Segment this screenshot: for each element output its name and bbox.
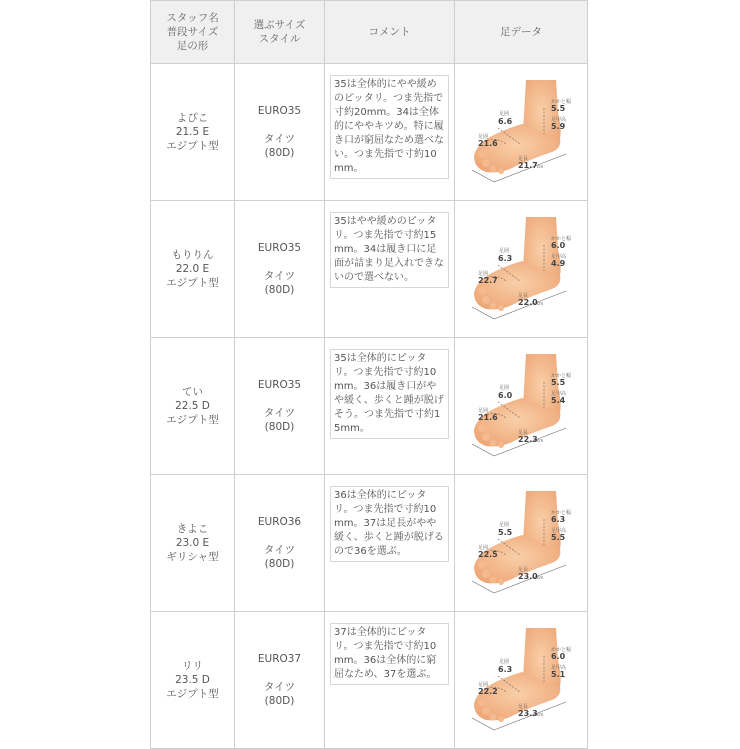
ankle-label: かかと幅 — [551, 373, 572, 379]
denier: (80D) — [264, 695, 295, 707]
style-type: タイツ — [263, 544, 296, 556]
width-label: 足囲 — [499, 522, 510, 528]
toe-icon — [498, 716, 504, 722]
width-value: 6.3 — [498, 665, 513, 674]
ankle-label: かかと幅 — [551, 99, 572, 105]
chosen-size: EURO35 — [257, 242, 302, 254]
header-style: スタイル — [258, 33, 301, 45]
comment-text: 35は全体的にピッタリ。つま先指で寸約10mm。36は履き口がやや緩く、歩くと踵が脱げそう。つま先指で寸約15mm。 — [330, 349, 449, 439]
width-label: 足囲 — [499, 659, 510, 665]
staff-name: リリ — [182, 660, 203, 672]
chosen-size: EURO35 — [257, 379, 302, 391]
header-comment: コメント — [325, 1, 455, 64]
length-label: 足長 — [518, 704, 529, 710]
toe-icon — [478, 150, 486, 158]
instep-label: 足甲高 — [551, 391, 567, 397]
ankle-label: かかと幅 — [551, 510, 572, 516]
length-unit: cm — [537, 712, 544, 717]
foot-data-cell — [455, 201, 588, 338]
length-value: 22.3 — [518, 435, 538, 444]
toe-icon — [478, 698, 486, 706]
girth-label: 足囲 — [478, 682, 489, 688]
comment-cell — [325, 201, 455, 338]
instep-label: 足甲高 — [551, 254, 567, 260]
length-label: 足長 — [518, 293, 529, 299]
ankle-value: 6.0 — [551, 652, 566, 661]
foot-data-cell — [455, 338, 588, 475]
ankle-label: かかと幅 — [551, 236, 572, 242]
width-label: 足囲 — [499, 248, 510, 254]
ankle-value: 6.0 — [551, 241, 566, 250]
instep-label: 足甲高 — [551, 528, 567, 534]
instep-value: 5.5 — [551, 533, 566, 542]
foot-diagram — [462, 626, 580, 734]
foot-diagram — [462, 352, 580, 460]
staff-name: もりりん — [171, 249, 214, 261]
foot-diagram — [462, 489, 580, 597]
girth-value: 21.6 — [478, 413, 498, 422]
girth-label: 足囲 — [478, 545, 489, 551]
ankle-value: 5.5 — [551, 378, 566, 387]
comment-cell — [325, 475, 455, 612]
size-style-cell — [235, 475, 325, 612]
instep-value: 5.9 — [551, 122, 566, 131]
style-type: タイツ — [263, 681, 296, 693]
length-unit: cm — [537, 575, 544, 580]
comment-text: 36は全体的にピッタリ。つま先指で寸約10mm。37は足長がやや緩く、歩くと踵が脱げるので36を選ぶ。 — [330, 486, 449, 562]
staff-cell — [151, 612, 235, 749]
length-value: 22.0 — [518, 298, 538, 307]
table-header-row — [151, 1, 588, 64]
table-row — [151, 338, 588, 475]
toe-icon — [490, 166, 497, 173]
denier: (80D) — [264, 558, 295, 570]
foot-shape: エジプト型 — [166, 414, 219, 426]
staff-cell — [151, 201, 235, 338]
length-unit: cm — [537, 438, 544, 443]
usual-size: 21.5 E — [175, 126, 210, 138]
length-value: 21.7 — [518, 161, 538, 170]
comment-cell — [325, 338, 455, 475]
table-row — [151, 201, 588, 338]
width-label: 足囲 — [499, 385, 510, 391]
comment-text: 37は全体的にピッタリ。つま先指で寸約10mm。36は全体的に窮屈なため、37を選ぶ。 — [330, 623, 449, 685]
table-row — [151, 475, 588, 612]
length-value: 23.0 — [518, 572, 538, 581]
staff-name: きよこ — [176, 523, 209, 535]
chosen-size: EURO36 — [257, 516, 302, 528]
toe-icon — [482, 707, 490, 715]
ankle-value: 6.3 — [551, 515, 566, 524]
toe-icon — [482, 159, 490, 167]
denier: (80D) — [264, 421, 295, 433]
foot-shape: エジプト型 — [166, 277, 219, 289]
toe-icon — [498, 579, 504, 585]
staff-name: てい — [182, 386, 203, 398]
foot-shape: エジプト型 — [166, 688, 219, 700]
length-label: 足長 — [518, 156, 529, 162]
width-value: 6.0 — [498, 391, 513, 400]
length-unit: cm — [537, 301, 544, 306]
toe-icon — [498, 442, 504, 448]
girth-label: 足囲 — [478, 134, 489, 140]
instep-value: 5.1 — [551, 670, 566, 679]
denier: (80D) — [264, 284, 295, 296]
foot-diagram — [462, 215, 580, 323]
header-usual-size: 普段サイズ — [166, 26, 219, 38]
style-type: タイツ — [263, 133, 296, 145]
girth-label: 足囲 — [478, 271, 489, 277]
girth-label: 足囲 — [478, 408, 489, 414]
table-row — [151, 612, 588, 749]
girth-value: 22.5 — [478, 550, 498, 559]
instep-value: 4.9 — [551, 259, 566, 268]
header-size-style — [235, 1, 325, 64]
size-style-cell — [235, 64, 325, 201]
toe-icon — [490, 440, 497, 447]
staff-cell — [151, 64, 235, 201]
toe-icon — [498, 168, 504, 174]
toe-icon — [490, 577, 497, 584]
width-value: 6.6 — [498, 117, 513, 126]
usual-size: 23.0 E — [175, 537, 210, 549]
toe-icon — [498, 305, 504, 311]
instep-label: 足甲高 — [551, 117, 567, 123]
usual-size: 22.0 E — [175, 263, 210, 275]
table-row — [151, 64, 588, 201]
size-style-cell — [235, 201, 325, 338]
girth-value: 22.2 — [478, 687, 498, 696]
size-style-cell — [235, 612, 325, 749]
girth-value: 22.7 — [478, 276, 498, 285]
ankle-value: 5.5 — [551, 104, 566, 113]
usual-size: 22.5 D — [175, 400, 210, 412]
header-staff — [151, 1, 235, 64]
header-chosen-size: 選ぶサイズ — [253, 19, 306, 31]
width-label: 足囲 — [499, 111, 510, 117]
size-style-cell — [235, 338, 325, 475]
usual-size: 23.5 D — [175, 674, 210, 686]
width-value: 6.3 — [498, 254, 513, 263]
foot-shape: エジプト型 — [166, 140, 219, 152]
comment-text: 35は全体的にやや緩めのピッタリ。つま先指で寸約20mm。34は全体的にややキツめ。特に履き口が窮屈なため選べない。つま先指で寸約10mm。 — [330, 75, 449, 179]
girth-value: 21.6 — [478, 139, 498, 148]
toe-icon — [478, 424, 486, 432]
foot-data-cell — [455, 64, 588, 201]
style-type: タイツ — [263, 270, 296, 282]
toe-icon — [490, 714, 497, 721]
staff-name: よぴこ — [176, 112, 209, 124]
foot-data-cell — [455, 475, 588, 612]
chosen-size: EURO37 — [257, 653, 302, 665]
comment-cell — [325, 612, 455, 749]
toe-icon — [482, 433, 490, 441]
toe-icon — [478, 561, 486, 569]
width-value: 5.5 — [498, 528, 513, 537]
foot-data-cell — [455, 612, 588, 749]
foot-shape: ギリシャ型 — [166, 551, 219, 563]
length-unit: cm — [537, 164, 544, 169]
denier: (80D) — [264, 147, 295, 159]
ankle-label: かかと幅 — [551, 647, 572, 653]
staff-cell — [151, 475, 235, 612]
instep-label: 足甲高 — [551, 665, 567, 671]
length-label: 足長 — [518, 430, 529, 436]
header-foot-shape: 足の形 — [176, 40, 209, 52]
toe-icon — [482, 570, 490, 578]
instep-value: 5.4 — [551, 396, 566, 405]
toe-icon — [478, 287, 486, 295]
toe-icon — [482, 296, 490, 304]
toe-icon — [490, 303, 497, 310]
header-staff-name: スタッフ名 — [166, 12, 219, 24]
length-value: 23.3 — [518, 709, 538, 718]
foot-diagram — [462, 78, 580, 186]
comment-cell — [325, 64, 455, 201]
chosen-size: EURO35 — [257, 105, 302, 117]
comment-text: 35はやや緩めのピッタリ。つま先指で寸約15mm。34は履き口に足面が詰まり足入れできないので選べない。 — [330, 212, 449, 288]
length-label: 足長 — [518, 567, 529, 573]
staff-cell — [151, 338, 235, 475]
style-type: タイツ — [263, 407, 296, 419]
header-foot-data: 足データ — [455, 1, 588, 64]
size-table — [150, 0, 588, 749]
